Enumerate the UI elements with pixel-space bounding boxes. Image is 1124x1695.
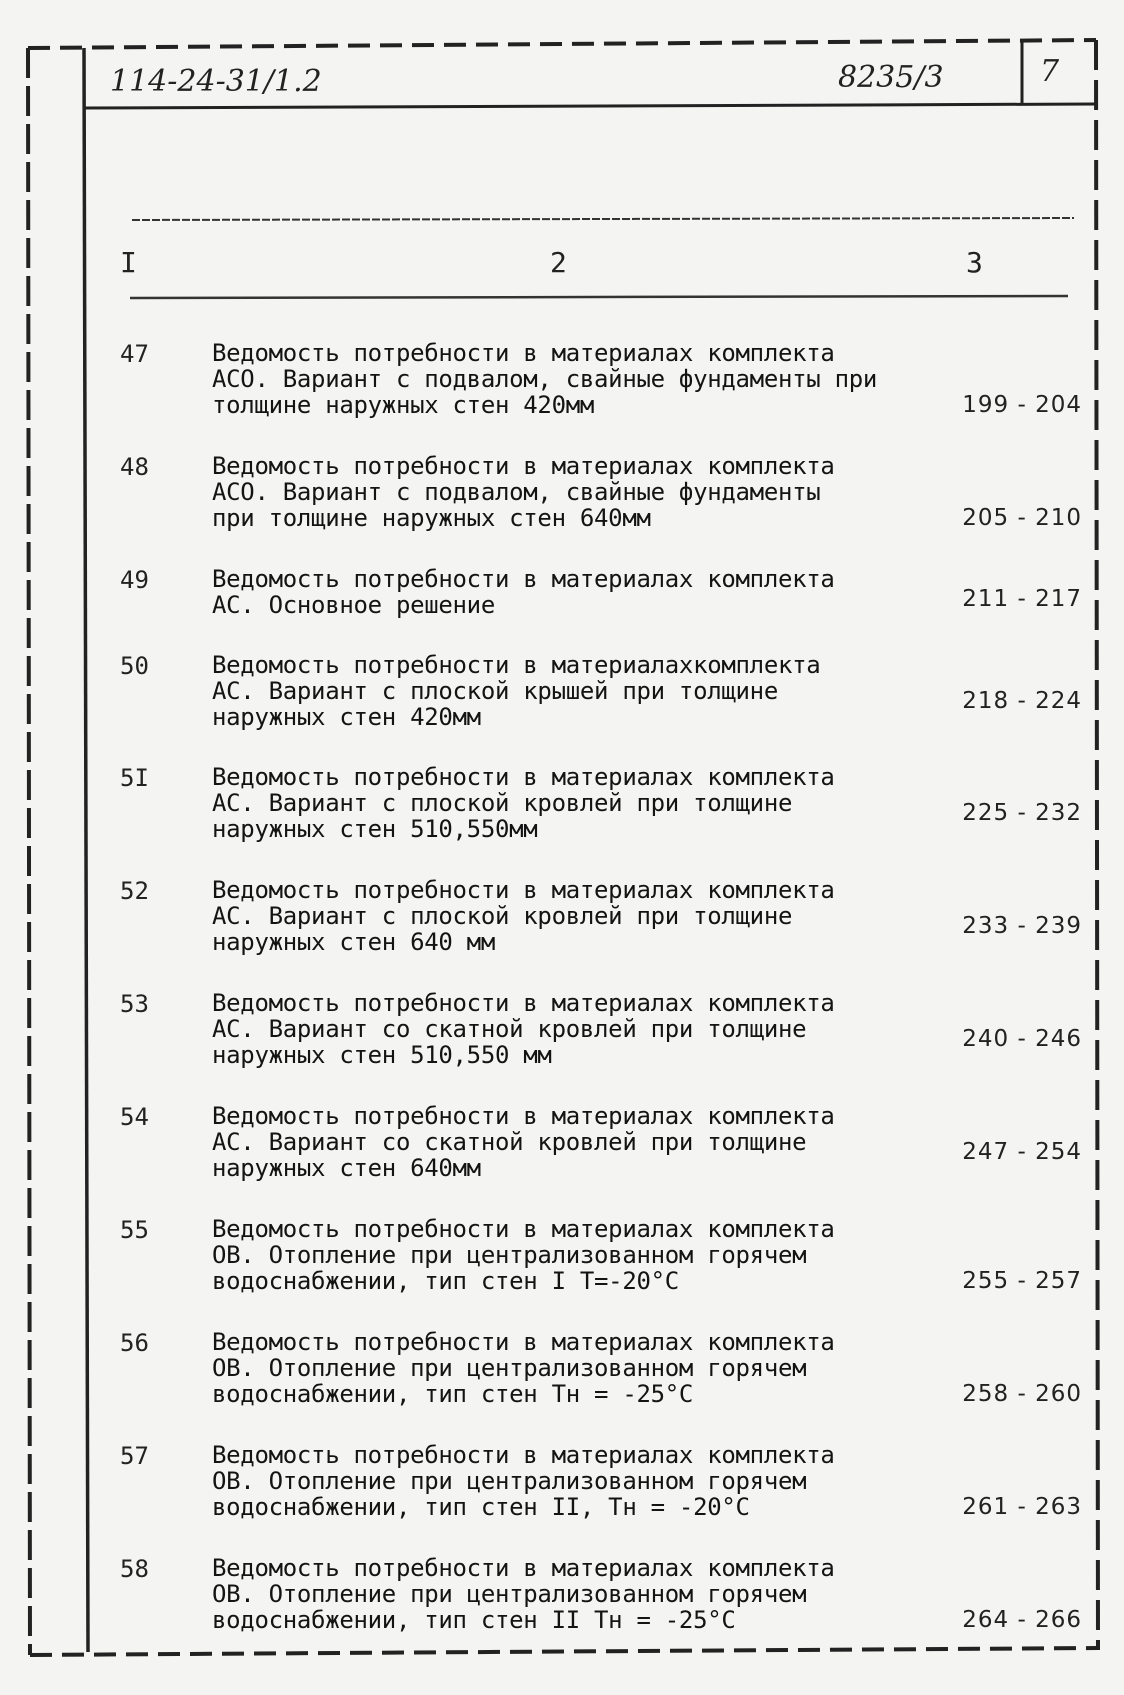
entry-pages: 261 - 263 (962, 1494, 1082, 1520)
list-item (0, 990, 1124, 1090)
entry-number: 50 (120, 652, 149, 680)
entry-number: 56 (120, 1329, 149, 1357)
entry-pages: 264 - 266 (962, 1607, 1082, 1633)
entry-number: 49 (120, 566, 149, 594)
list-item (0, 877, 1124, 977)
entry-number: 58 (120, 1555, 149, 1583)
column-header-pages: 3 (966, 246, 983, 279)
entry-description: Ведомость потребности в материалах комплекта АС. Вариант со скатной кровлей при толщине наружных стен 640мм (212, 1102, 835, 1182)
column-header-title: 2 (550, 246, 567, 279)
entry-pages: 218 - 224 (962, 688, 1082, 714)
entry-number: 55 (120, 1216, 149, 1244)
entry-pages: 205 - 210 (962, 505, 1082, 531)
entry-pages: 255 - 257 (962, 1268, 1082, 1294)
inventory-number: 8235/3 (838, 60, 944, 95)
list-item (0, 1442, 1124, 1542)
list-item (0, 1329, 1124, 1429)
entry-pages: 240 - 246 (962, 1026, 1082, 1052)
sheet-number: 7 (1040, 54, 1060, 89)
entry-pages: 258 - 260 (962, 1381, 1082, 1407)
entry-pages: 247 - 254 (962, 1139, 1082, 1165)
entry-description: Ведомость потребности в материалах комплекта АСО. Вариант с подвалом, свайные фундаменты при толщине наружных стен 640мм (212, 452, 835, 532)
entry-description: Ведомость потребности в материалах комплекта ОВ. Отопление при централизованном горячем водоснабжении, тип стен II Tн = -25°C (212, 1554, 835, 1634)
entry-number: 5I (120, 764, 149, 792)
list-item (0, 453, 1124, 553)
document-code: 114-24-31/1.2 (110, 64, 322, 99)
entry-description: Ведомость потребности в материалах комплекта АС. Вариант со скатной кровлей при толщине наружных стен 510,550 мм (212, 989, 835, 1069)
column-header-number: I (120, 246, 137, 279)
list-item (0, 1216, 1124, 1316)
entry-description: Ведомость потребности в материалах комплекта ОВ. Отопление при централизованном горячем водоснабжении, тип стен II, Tн = -20°C (212, 1441, 835, 1521)
entry-number: 48 (120, 453, 149, 481)
entry-pages: 225 - 232 (962, 800, 1082, 826)
entry-description: Ведомость потребности в материалах комплекта АС. Вариант с плоской кровлей при толщине наружных стен 640 мм (212, 876, 835, 956)
entry-pages: 199 - 204 (962, 392, 1082, 418)
entry-description: Ведомость потребности в материалах комплекта ОВ. Отопление при централизованном горячем водоснабжении, тип стен I T=-20°C (212, 1215, 835, 1295)
entry-description: Ведомость потребности в материалах комплекта АС. Основное решение (212, 565, 835, 619)
list-item (0, 764, 1124, 864)
entry-number: 54 (120, 1103, 149, 1131)
entry-description: Ведомость потребности в материалах комплекта ОВ. Отопление при централизованном горячем водоснабжении, тип стен Tн = -25°C (212, 1328, 835, 1408)
entry-description: Ведомость потребности в материалах комплекта АС. Вариант с плоской кровлей при толщине наружных стен 510,550мм (212, 763, 835, 843)
entry-number: 53 (120, 990, 149, 1018)
list-item (0, 1103, 1124, 1203)
list-item (0, 340, 1124, 440)
entry-description: Ведомость потребности в материалахкомплекта АС. Вариант с плоской крышей при толщине наружных стен 420мм (212, 651, 821, 731)
entry-number: 57 (120, 1442, 149, 1470)
list-item (0, 652, 1124, 752)
entry-pages: 211 - 217 (962, 586, 1082, 612)
entry-pages: 233 - 239 (962, 913, 1082, 939)
list-item (0, 1555, 1124, 1655)
entry-description: Ведомость потребности в материалах комплекта АСО. Вариант с подвалом, свайные фундаменты при толщине наружных стен 420мм (212, 339, 878, 419)
entry-number: 52 (120, 877, 149, 905)
entry-number: 47 (120, 340, 149, 368)
